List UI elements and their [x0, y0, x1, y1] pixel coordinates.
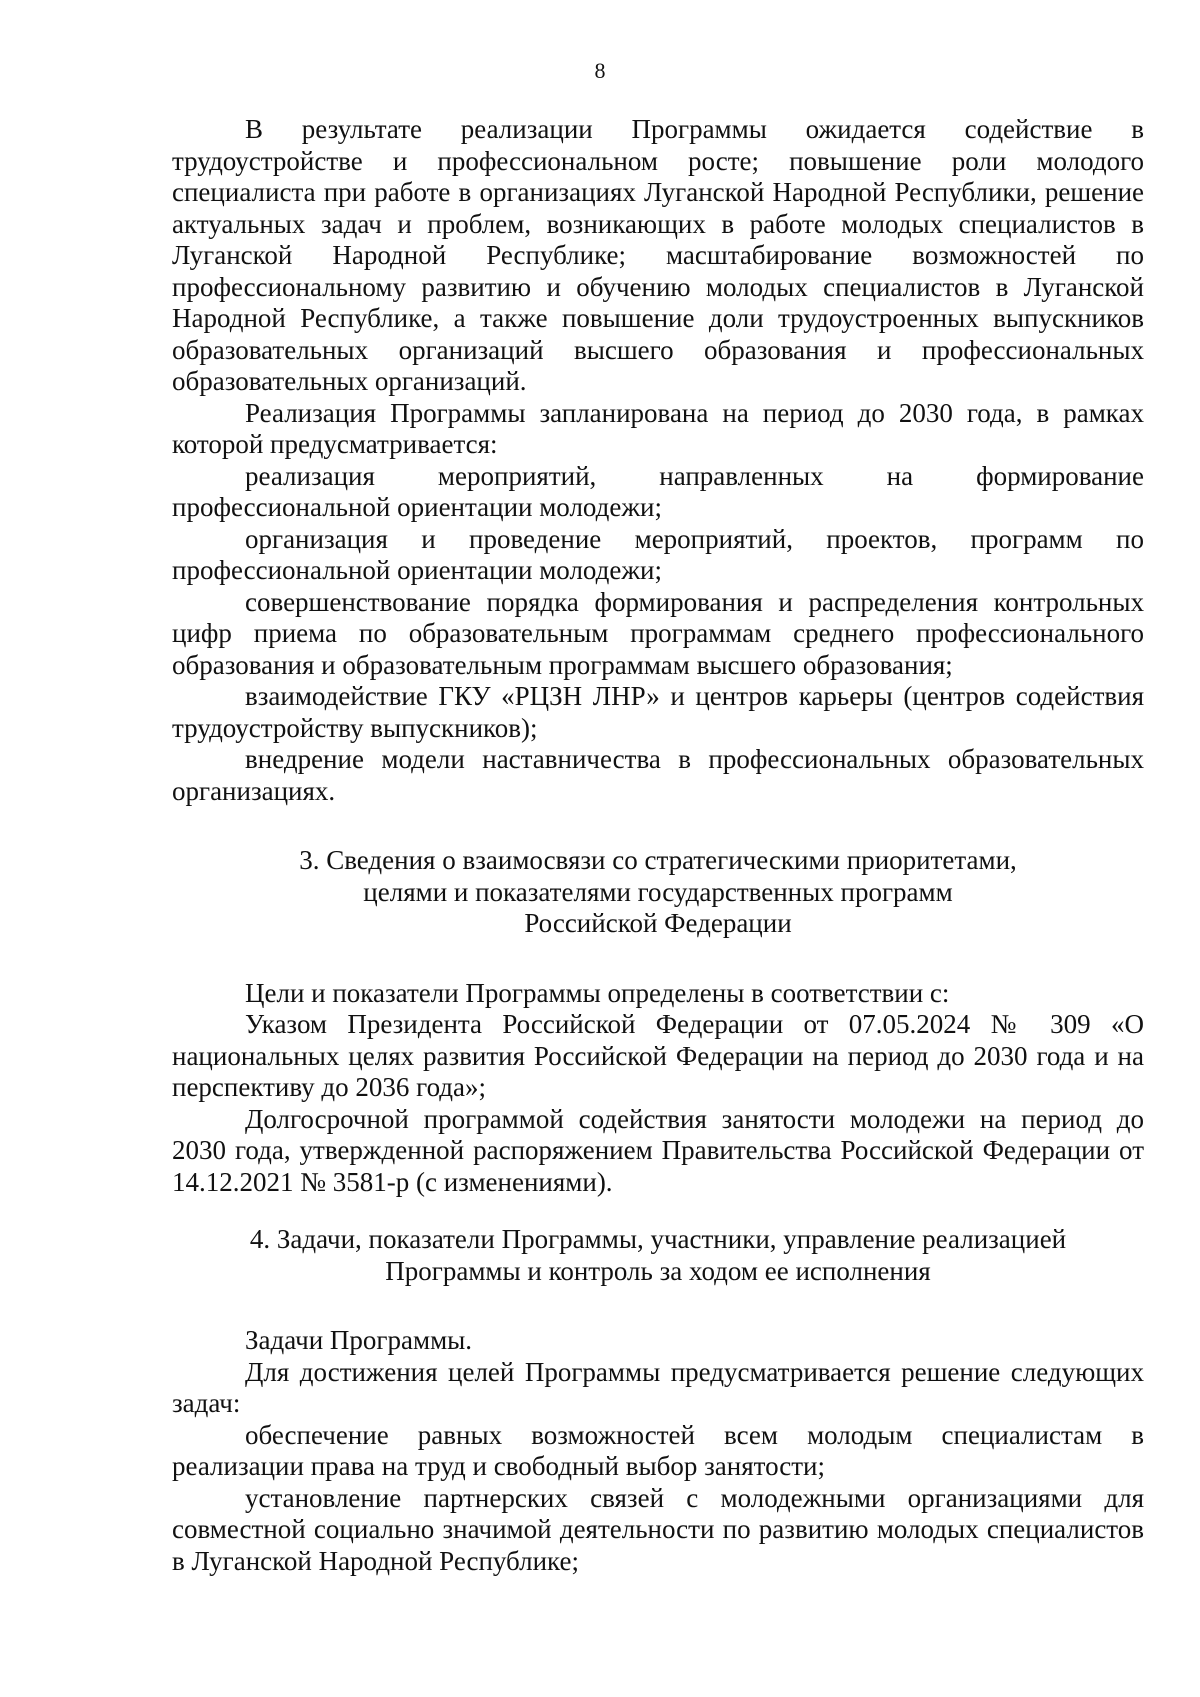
paragraph-long-term-program: Долгосрочной программой содействия занятости молодежи на период до 2030 года, утвержденной распоряжением Правительства Российской Федерации от 14.12.2021 № 3581-р (с изменениями). — [172, 1103, 1144, 1197]
section-3-heading-line: 3. Сведения о взаимосвязи со стратегическими приоритетами, — [299, 845, 1017, 875]
document-body — [172, 114, 1144, 1577]
paragraph-measure-cooperation: взаимодействие ГКУ «РЦЗН ЛНР» и центров карьеры (центров содействия трудоустройству выпускников); — [172, 681, 1144, 743]
section-3-heading-line: целями и показателями государственных программ — [363, 876, 953, 907]
paragraph-measure-mentoring: внедрение модели наставничества в профессиональных образовательных организациях. — [172, 744, 1144, 806]
paragraph-measure-career-guidance: реализация мероприятий, направленных на формирование профессиональной ориентации молодежи; — [172, 460, 1144, 522]
paragraph-implementation-period: Реализация Программы запланирована на период до 2030 года, в рамках которой предусматривается: — [172, 397, 1144, 459]
paragraph-task-partnerships: установление партнерских связей с молодежными организациями для совместной социально значимой деятельности по развитию молодых специалистов в Луганской Народной Республике; — [172, 1482, 1144, 1576]
section-3-heading-line: Российской Федерации — [524, 908, 792, 938]
paragraph-task-equal-opportunities: обеспечение равных возможностей всем молодым специалистам в реализации права на труд и свободный выбор занятости; — [172, 1419, 1144, 1481]
page-number: 8 — [594, 58, 606, 83]
paragraph-goals-basis: Цели и показатели Программы определены в соответствии с: — [245, 977, 950, 1008]
section-4-heading-line: Программы и контроль за ходом ее исполнения — [385, 1255, 931, 1286]
paragraph-presidential-decree: Указом Президента Российской Федерации от 07.05.2024 № 309 «О национальных целях развития Российской Федерации на период до 2030 года и на перспективу до 2036 года»; — [172, 1009, 1144, 1102]
paragraph-measure-events: организация и проведение мероприятий, проектов, программ по профессиональной ориентации молодежи; — [172, 523, 1144, 585]
section-4-heading — [172, 1224, 1144, 1287]
paragraph-expected-results: В результате реализации Программы ожидается содействие в трудоустройстве и профессиональном росте; повышение роли молодого специалиста при работе в организациях Луганской Народной Республики, решение актуальных задач и проблем, возникающих в работе молодых специалистов в Луганской Народной Республике; масштабирование возможностей по профессиональному развитию и обучению молодых специалистов в Луганской Народной Республике, а также повышение доли трудоустроенных выпускников образовательных организаций высшего образования и профессиональных образовательных организаций. — [172, 114, 1144, 396]
section-4-heading-line: 4. Задачи, показатели Программы, участники, управление реализацией — [249, 1224, 1067, 1254]
paragraph-tasks-intro: Для достижения целей Программы предусматривается решение следующих задач: — [172, 1356, 1144, 1418]
paragraph-program-tasks-title: Задачи Программы. — [245, 1325, 473, 1355]
section-3-heading — [172, 845, 1144, 940]
paragraph-measure-admission-figures: совершенствование порядка формирования и распределения контрольных цифр приема по образовательным программам среднего профессионального образования и образовательным программам высшего образования; — [172, 586, 1144, 680]
